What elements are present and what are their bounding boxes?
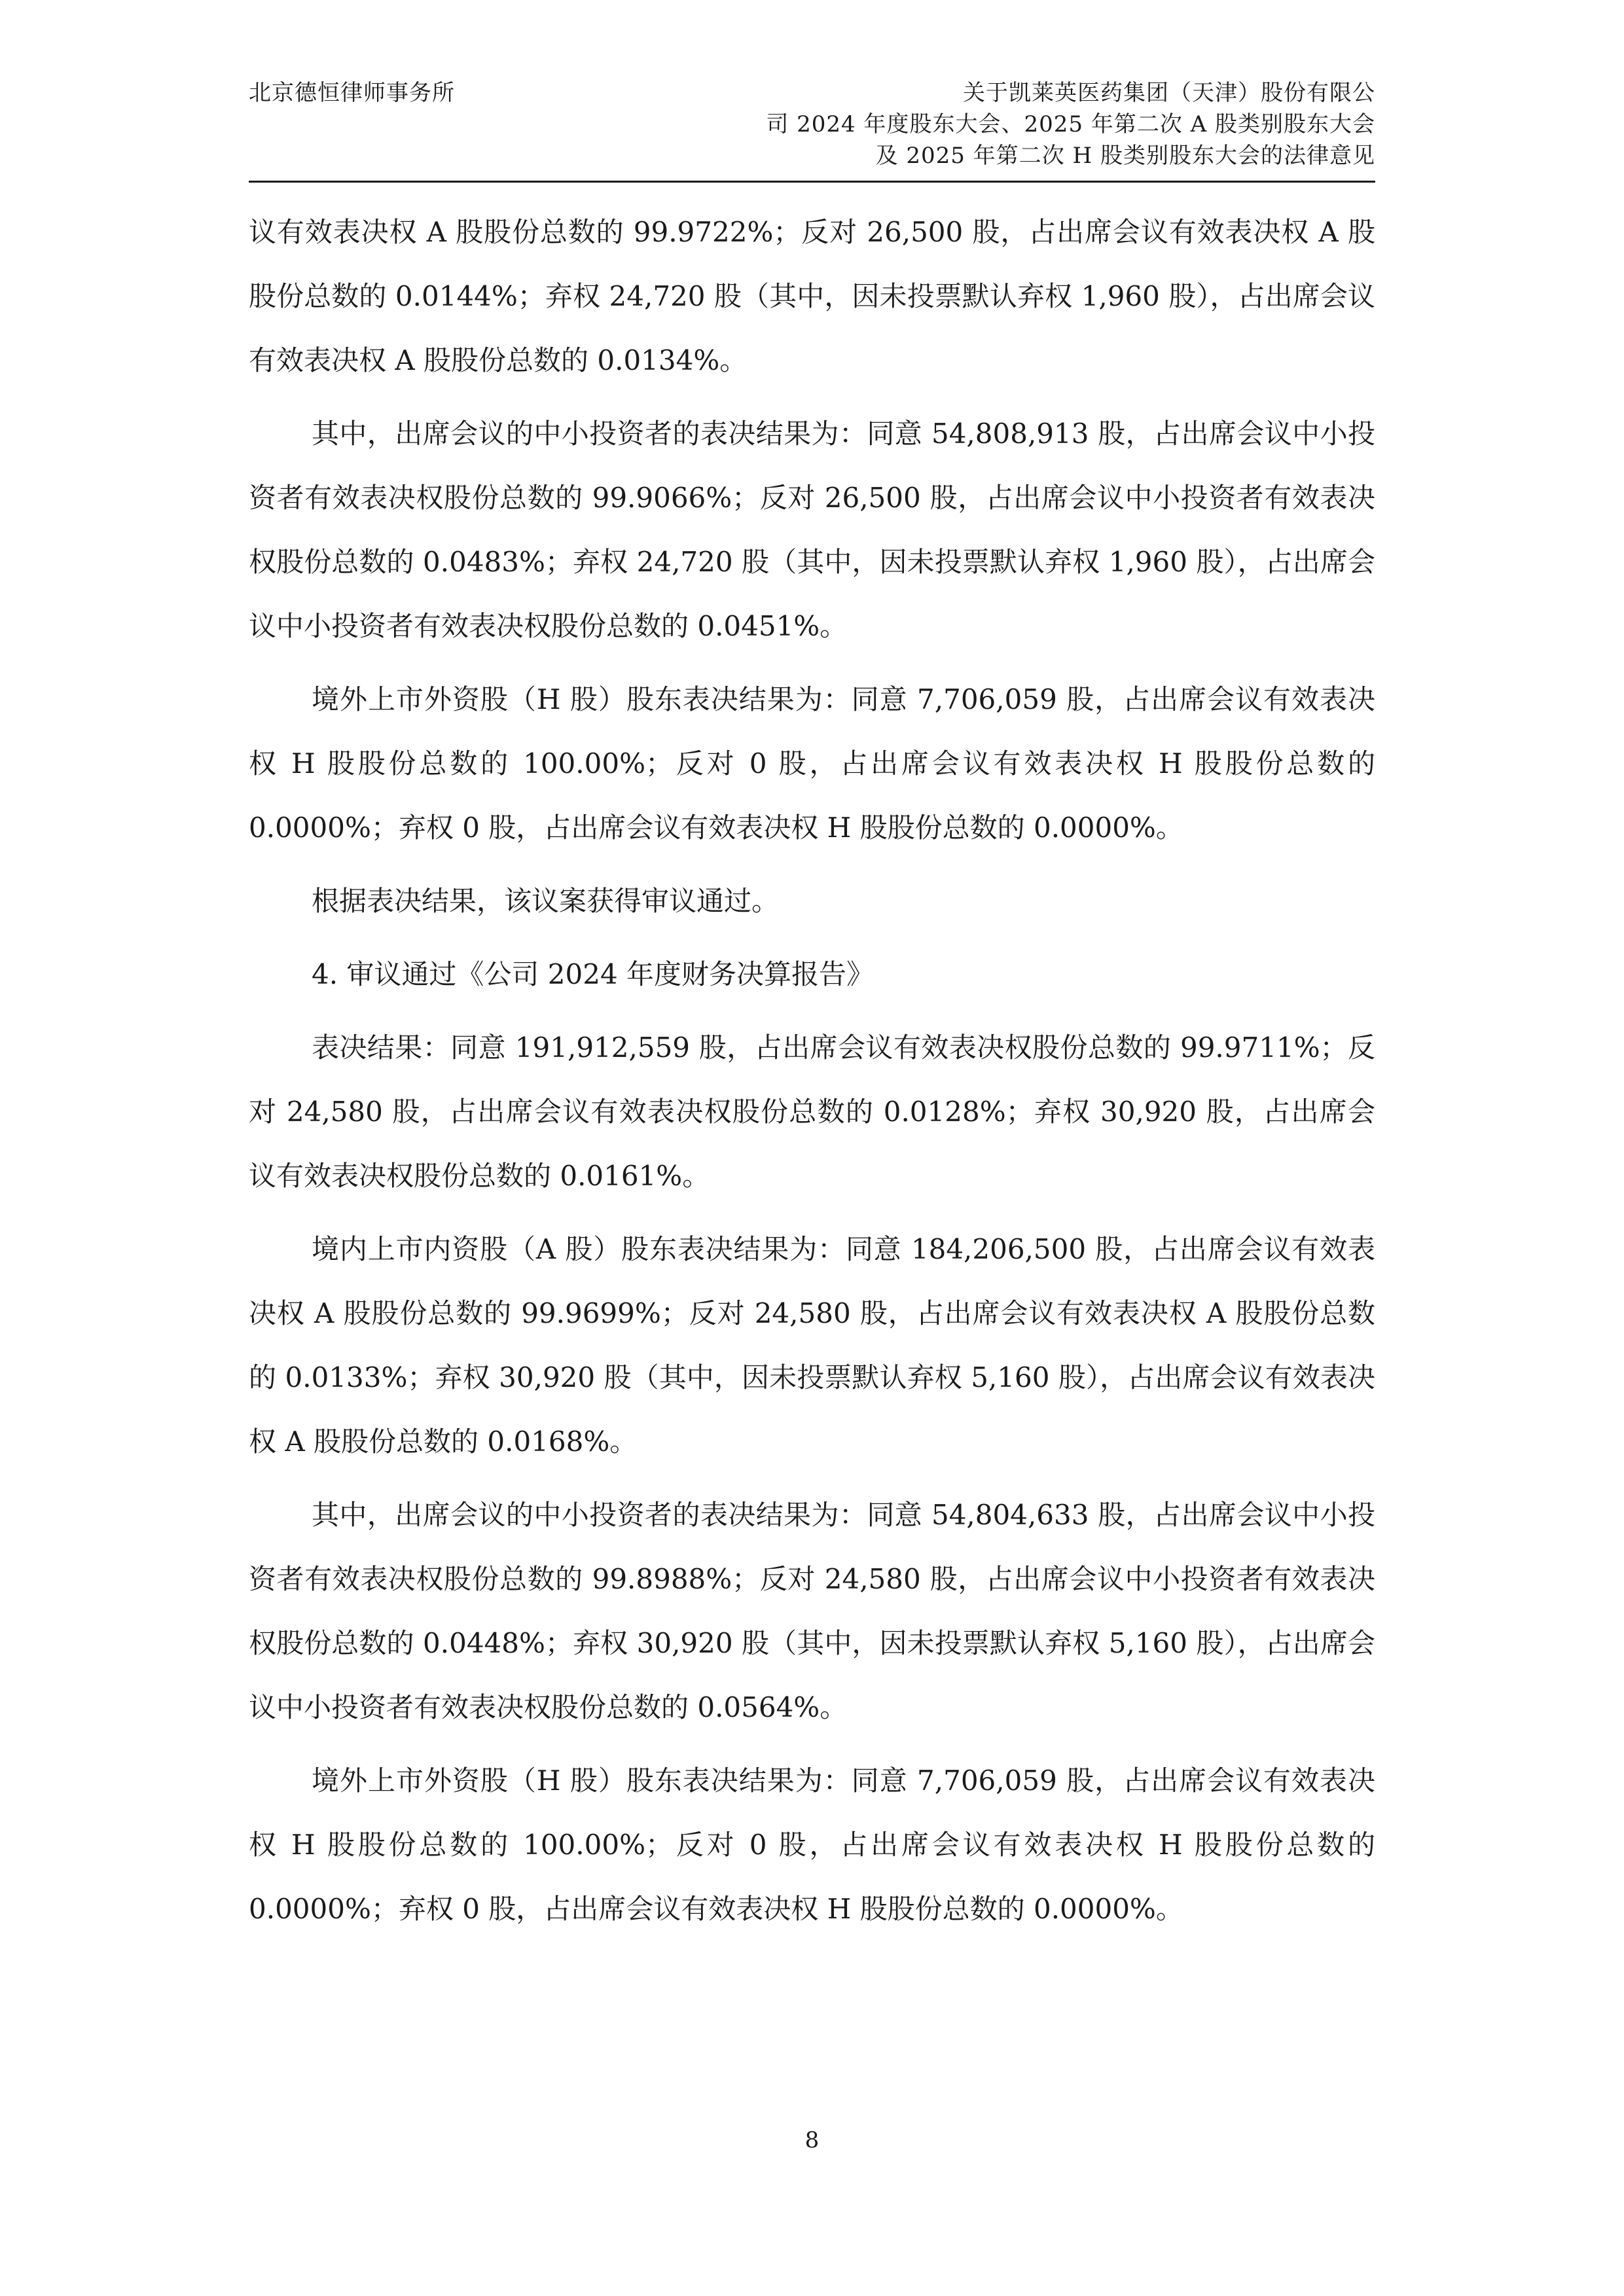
header-divider [249, 181, 1375, 183]
header-title-line: 司 2024 年度股东大会、2025 年第二次 A 股类别股东大会 [766, 111, 1375, 137]
page-number: 8 [804, 2127, 820, 2153]
paragraph: 根据表决结果，该议案获得审议通过。 [312, 885, 780, 917]
paragraph: 表决结果：同意 191,912,559 股，占出席会议有效表决权股份总数的 99.9711%；反对 24,580 股，占出席会议有效表决权股份总数的 0.0128%；弃权 30,920 股，占出席会议有效表决权股份总数的 0.0161%。 [249, 1031, 1375, 1192]
paragraph: 境外上市外资股（H 股）股东表决结果为：同意 7,706,059 股，占出席会议有效表决权 H 股股份总数的 100.00%；反对 0 股，占出席会议有效表决权 H 股股份总数的 0.0000%；弃权 0 股，占出席会议有效表决权 H 股股份总数的 0.0000%。 [249, 683, 1375, 844]
paragraph: 其中，出席会议的中小投资者的表决结果为：同意 54,808,913 股，占出席会议中小投资者有效表决权股份总数的 99.9066%；反对 26,500 股，占出席会议中小投资者有效表决权股份总数的 0.0483%；弃权 24,720 股（其中，因未投票默认弃权 1,960 股），占出席会议中小投资者有效表决权股份总数的 0.0451%。 [249, 418, 1375, 642]
header-title-line: 关于凯莱英医药集团（天津）股份有限公 [963, 80, 1375, 106]
paragraph-continuation: 议有效表决权 A 股股份总数的 99.9722%；反对 26,500 股，占出席会议有效表决权 A 股股份总数的 0.0144%；弃权 24,720 股（其中，因未投票默认弃权 1,960 股），占出席会议有效表决权 A 股股份总数的 0.0134%。 [249, 216, 1375, 376]
paragraph: 境内上市内资股（A 股）股东表决结果为：同意 184,206,500 股，占出席会议有效表决权 A 股股份总数的 99.9699%；反对 24,580 股，占出席会议有效表决权 A 股股份总数的 0.0133%；弃权 30,920 股（其中，因未投票默认弃权 5,160 股），占出席会议有效表决权 A 股股份总数的 0.0168%。 [249, 1233, 1375, 1458]
header-document-title [766, 77, 1375, 171]
section-heading: 4. 审议通过《公司 2024 年度财务决算报告》 [312, 958, 875, 990]
header-firm-name: 北京德恒律师事务所 [249, 80, 455, 106]
document-body [249, 200, 1375, 1950]
paragraph: 其中，出席会议的中小投资者的表决结果为：同意 54,804,633 股，占出席会议中小投资者有效表决权股份总数的 99.8988%；反对 24,580 股，占出席会议中小投资者有效表决权股份总数的 0.0448%；弃权 30,920 股（其中，因未投票默认弃权 5,160 股），占出席会议中小投资者有效表决权股份总数的 0.0564%。 [249, 1499, 1375, 1723]
paragraph: 境外上市外资股（H 股）股东表决结果为：同意 7,706,059 股，占出席会议有效表决权 H 股股份总数的 100.00%；反对 0 股，占出席会议有效表决权 H 股股份总数的 0.0000%；弃权 0 股，占出席会议有效表决权 H 股股份总数的 0.0000%。 [249, 1765, 1375, 1925]
header-title-line: 及 2025 年第二次 H 股类别股东大会的法律意见 [875, 143, 1375, 169]
